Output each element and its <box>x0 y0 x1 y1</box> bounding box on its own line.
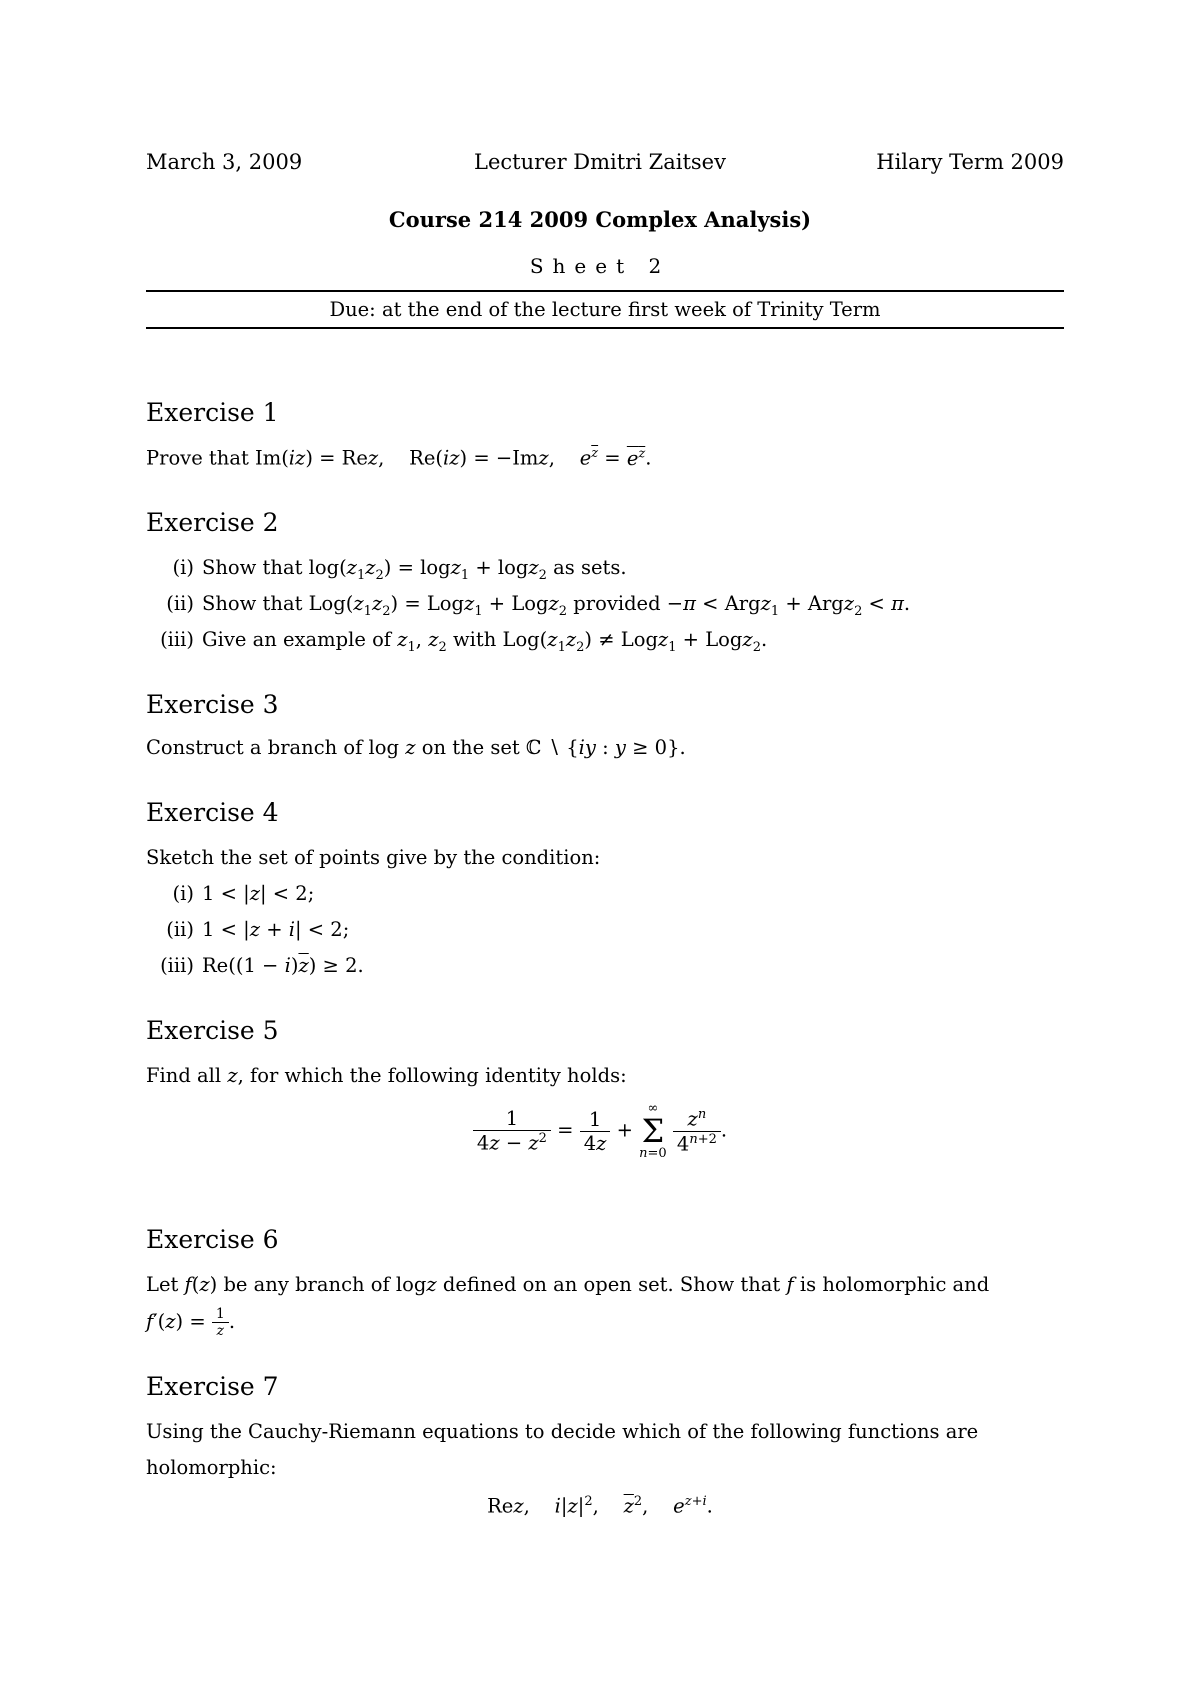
exercise-4-item-3-text: $Re((1 - i)\overline{z}) \ge 2$. <box>202 954 364 977</box>
item-number: (ii) <box>166 918 194 941</box>
fraction: $\frac{1}{z}$ <box>212 1306 229 1339</box>
exercise-6-line-2: f′(z) = $\frac{1}{z}$ . <box>146 1306 236 1339</box>
exercise-5-text: Find all z, for which the following identity holds: <box>146 1064 627 1087</box>
exercise-7-line-2: holomorphic: <box>146 1456 277 1479</box>
item-number: (i) <box>172 556 194 579</box>
exercise-4-prompt: Sketch the set of points give by the condition: <box>146 846 601 869</box>
exercise-2-item-2-text: Show that $Log(z_1z_2)$ = Logz$_1$ + Logz$_2$ provided −π < Argz$_1$ + Argz$_2$ < π. <box>202 592 911 619</box>
bottom-rule <box>146 327 1064 329</box>
course-title: Course 214 2009 Complex Analysis) <box>388 207 812 232</box>
exercise-3-heading: Exercise 3 <box>146 690 279 719</box>
text-segment: be any branch of <box>223 1273 390 1296</box>
exercise-2-item-3-text: Give an example of $z_1$, $z_2$ with $Log(z_1z_2)$ ≠ Logz$_1$ + Logz$_2$. <box>202 628 768 655</box>
exercise-4-item-2-text: 1 < |z + i| < 2; <box>202 918 350 941</box>
exercise-5-formula: $\frac{1}{4z - z^2}$ = $\frac{1}{4z}$ + ∞ Σ n=0 $\frac{z^n}{4^{n+2}}$ . <box>0 1102 1200 1160</box>
item-tail: with <box>452 628 497 651</box>
exercise-6-line-1: Let f(z) be any branch of logz defined on an open set. Show that f is holomorphic and <box>146 1273 990 1296</box>
exercise-4-heading: Exercise 4 <box>146 798 279 827</box>
exercise-2-heading: Exercise 2 <box>146 508 279 537</box>
exercise-2-item-1-text: Show that $\log(z_1z_2) = \log z_1 + \log z_2$ as sets. <box>202 556 627 583</box>
exercise-7-functions: Rez, $i|z|^2$, $\overline{z}^2$, $e^{z+i}$. <box>487 1494 713 1518</box>
fraction: $\frac{1}{4z - z^2}$ <box>473 1107 551 1155</box>
item-number: (iii) <box>160 628 194 651</box>
due-note: Due: at the end of the lecture first week of Trinity Term <box>329 298 881 321</box>
exercise-7-heading: Exercise 7 <box>146 1372 279 1401</box>
header-date: March 3, 2009 <box>146 150 303 174</box>
summation-sign: ∞ Σ n=0 <box>639 1101 667 1161</box>
sheet-number: Sheet 2 <box>529 254 671 278</box>
item-tail: provided <box>573 592 661 615</box>
exercise-1-text: Prove that Im(iz) = Rez, Re(iz) = −Imz, $e^{\overline{z}} = e^z$. <box>146 446 652 470</box>
exercise-1-heading: Exercise 1 <box>146 398 279 427</box>
exercise-5-prompt: Find all <box>146 1064 222 1087</box>
exercise-7-line-1: Using the Cauchy-Riemann equations to decide which of the following functions are <box>146 1420 979 1443</box>
item-number: (ii) <box>166 592 194 615</box>
text-segment: Let <box>146 1273 179 1296</box>
item-lead: Show that <box>202 556 303 579</box>
exercise-5-tail: for which the following identity holds: <box>250 1064 627 1087</box>
exercise-3-tail: on the set <box>421 736 520 759</box>
exercise-6-heading: Exercise 6 <box>146 1225 279 1254</box>
exercise-4-item-1-text: 1 < |z| < 2; <box>202 882 315 905</box>
item-lead: Show that <box>202 592 303 615</box>
item-tail: as sets. <box>553 556 627 579</box>
exercise-5-heading: Exercise 5 <box>146 1016 279 1045</box>
header-lecturer: Lecturer Dmitri Zaitsev <box>474 150 726 174</box>
header-term: Hilary Term 2009 <box>876 150 1064 174</box>
item-lead: Give an example of <box>202 628 392 651</box>
item-number: (iii) <box>160 954 194 977</box>
text-segment: is holomorphic and <box>799 1273 990 1296</box>
fraction: $\frac{z^n}{4^{n+2}}$ <box>673 1107 721 1155</box>
top-rule <box>146 290 1064 292</box>
exercise-3-text: Construct a branch of log z on the set ℂ ∖ {iy : y ≥ 0}. <box>146 736 686 759</box>
exercise-3-prompt: Construct a branch of <box>146 736 363 759</box>
item-number: (i) <box>172 882 194 905</box>
text-segment: defined on an open set. Show that <box>442 1273 781 1296</box>
exercise-1-prompt: Prove that <box>146 446 249 470</box>
fraction: $\frac{1}{4z}$ <box>580 1108 611 1155</box>
